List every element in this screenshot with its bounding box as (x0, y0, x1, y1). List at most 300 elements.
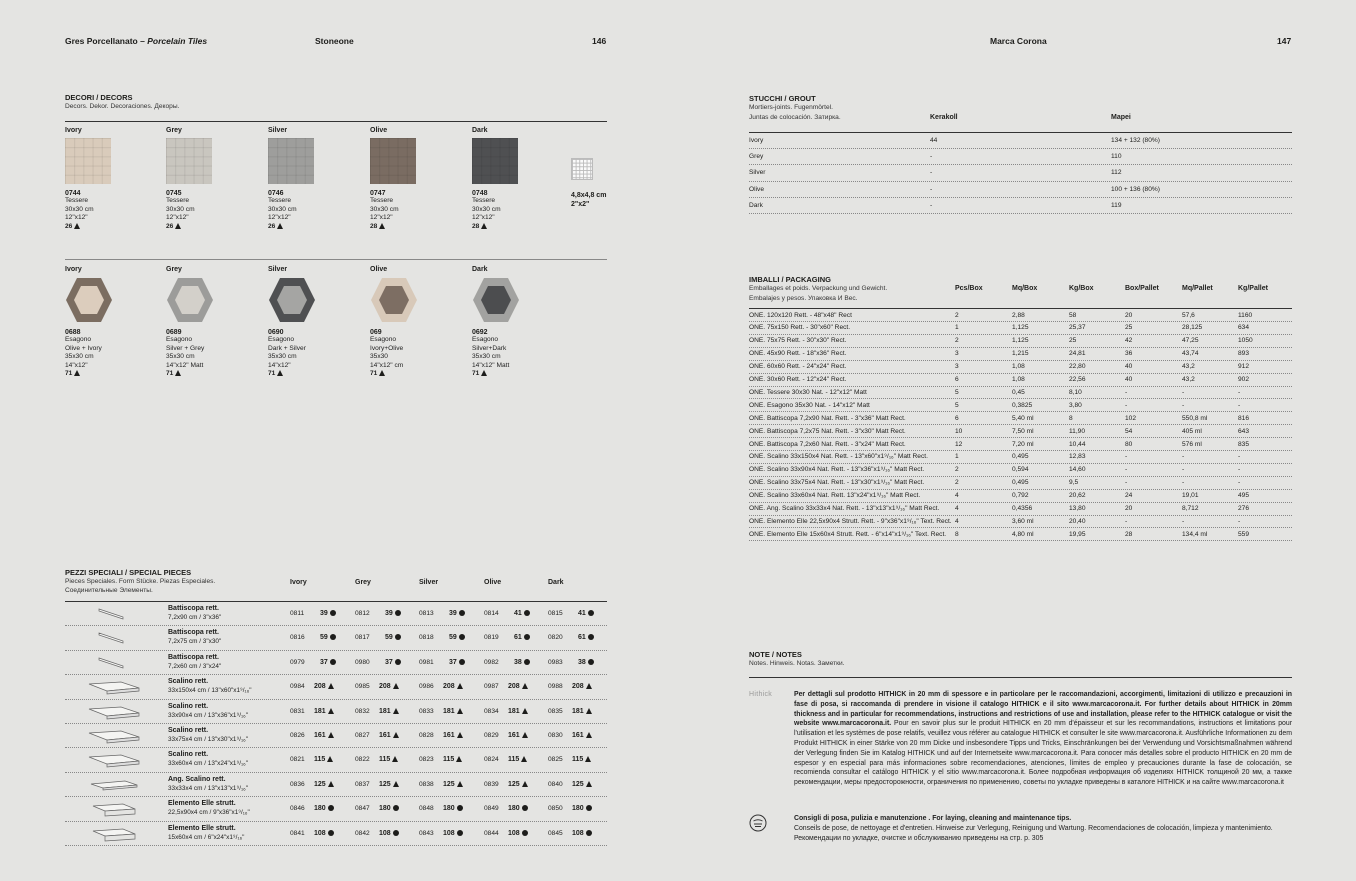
piece-name: Battiscopa rett. (168, 605, 219, 612)
packaging-value: 54 (1125, 427, 1133, 435)
dot-icon (457, 830, 463, 836)
piece-size: 7,2x90 cm / 3"x36" (168, 614, 222, 621)
table-row (749, 322, 1292, 335)
packaging-value: 5,40 ml (1012, 414, 1034, 422)
decor-spec-line: 30x30 cm (370, 205, 399, 213)
grout-mapei: 110 (1111, 153, 1122, 161)
triangle-icon (328, 781, 334, 787)
triangle-icon (586, 732, 592, 738)
decor-qty-value: 26 (166, 222, 174, 230)
piece-qty (449, 634, 465, 641)
decor-spec-line: 12"x12" (472, 214, 495, 222)
packaging-value: - (1182, 388, 1185, 396)
mosaic-size-in: 2"x2" (571, 201, 590, 208)
decor-card (268, 127, 363, 231)
grout-mapei: 112 (1111, 169, 1122, 177)
packaging-value: - (1182, 517, 1185, 525)
piece-qty (314, 805, 334, 812)
packaging-value: 0,594 (1012, 466, 1029, 474)
packaging-value: 634 (1238, 324, 1250, 332)
piece-qty-value: 59 (449, 634, 457, 642)
grout-kerakoll: - (930, 153, 933, 161)
piece-name: Ang. Scalino rett. (168, 775, 226, 783)
mosaic-grid-icon (571, 158, 593, 180)
piece-qty (508, 805, 528, 812)
triangle-icon (585, 756, 591, 762)
packaging-format: ONE. Esagono 35x30 Nat. - 14"x12" Matt (749, 401, 870, 409)
piece-name: Battiscopa rett. (168, 629, 219, 637)
packaging-value: - (1182, 401, 1185, 409)
decor-spec-line: Tessere (65, 197, 89, 204)
packaging-value: - (1182, 453, 1185, 461)
decor-code: 0688 (65, 329, 81, 336)
piece-qty-value: 161 (572, 732, 584, 739)
dot-icon (328, 805, 334, 811)
piece-code: 0841 (290, 829, 305, 837)
table-row (749, 165, 1292, 181)
packaging-value: - (1125, 479, 1128, 487)
piece-qty (443, 708, 463, 715)
decor-code: 0744 (65, 190, 81, 197)
piece-qty (314, 781, 334, 788)
packaging-value: 1,08 (1012, 376, 1025, 383)
piece-code: 0813 (419, 610, 434, 617)
decor-card (65, 127, 160, 231)
packaging-value: - (1238, 401, 1241, 409)
triangle-icon (522, 683, 528, 689)
decor-qty-value: 71 (65, 370, 73, 378)
piece-code: 0837 (355, 780, 370, 788)
dot-icon (588, 659, 594, 665)
notes-rule (749, 677, 1292, 678)
step-piece-icon (85, 704, 143, 720)
piece-qty (379, 708, 399, 715)
packaging-value: 14,60 (1069, 466, 1086, 474)
piece-qty-value: 41 (578, 610, 586, 617)
piece-qty-value: 180 (379, 805, 391, 813)
packaging-value: 1,08 (1012, 363, 1025, 371)
piece-qty-value: 108 (572, 829, 584, 837)
packaging-value: 0,4356 (1012, 505, 1033, 512)
piece-qty (379, 830, 399, 837)
packaging-value: 1 (955, 453, 959, 461)
packaging-col-header: Kg/Box (1069, 285, 1094, 292)
piece-qty (578, 659, 594, 666)
triangle-icon (175, 370, 181, 376)
packaging-value: 57,6 (1182, 311, 1195, 319)
dot-icon (457, 805, 463, 811)
table-row (749, 451, 1292, 464)
piece-qty (379, 756, 398, 763)
triangle-icon (457, 781, 463, 787)
packaging-subtitle-2: Embalajes y pesos. Упаковка И Вес. (749, 295, 858, 302)
piece-qty-value: 39 (385, 610, 393, 617)
piece-qty (443, 756, 462, 763)
packaging-value: 1,125 (1012, 337, 1029, 345)
piece-code: 0830 (548, 732, 563, 739)
piece-qty (443, 732, 463, 739)
decor-color-name: Silver (268, 266, 288, 273)
packaging-value: 7,20 ml (1012, 440, 1034, 448)
decor-code: 069 (370, 329, 382, 336)
packaging-value: 36 (1125, 350, 1133, 358)
piece-qty-value: 181 (379, 707, 391, 715)
packaging-value: 40 (1125, 363, 1133, 371)
grout-title: STUCCHI / GROUT (749, 94, 816, 103)
packaging-format: ONE. Battiscopa 7,2x75 Nat. Rett. - 3"x30" Matt Rect. (749, 427, 906, 435)
decor-spec-line: 35x30 (370, 353, 388, 361)
dot-icon (522, 830, 528, 836)
packaging-value: 550,8 ml (1182, 414, 1208, 422)
table-row (749, 515, 1292, 528)
dot-icon (395, 659, 401, 665)
piece-qty-value: 208 (443, 683, 455, 691)
piece-qty (572, 781, 592, 788)
piece-qty (514, 634, 530, 641)
packaging-value: 12,83 (1069, 453, 1086, 461)
packaging-value: 47,25 (1182, 337, 1199, 345)
piece-qty-value: 208 (572, 683, 584, 691)
decor-color-name: Dark (472, 127, 488, 134)
packaging-subtitle-1: Emballages et poids. Verpackung und Gewicht. (749, 285, 888, 292)
packaging-value: - (1238, 388, 1241, 396)
piece-qty (379, 683, 399, 690)
grout-subtitle-1: Mortiers-joints. Fugenmörtel. (749, 104, 833, 111)
piece-qty-value: 161 (508, 732, 520, 739)
piece-qty (572, 732, 592, 739)
table-row (749, 490, 1292, 503)
piece-qty-value: 125 (572, 780, 584, 788)
triangle-icon (393, 781, 399, 787)
decor-spec-line: Ivory+Olive (370, 344, 404, 352)
table-row (749, 374, 1292, 387)
grout-color: Grey (749, 153, 764, 161)
piece-qty-value: 208 (314, 683, 326, 691)
packaging-value: 2 (955, 466, 959, 474)
decor-qty (268, 223, 363, 232)
triangle-icon (456, 756, 462, 762)
notes-subtitle: Notes. Hinweis. Notas. Заметки. (749, 660, 845, 667)
triangle-icon (392, 756, 398, 762)
decor-code: 0690 (268, 329, 284, 336)
packaging-col-header: Mq/Box (1012, 285, 1038, 292)
special-col-header: Dark (548, 579, 564, 586)
packaging-value: 6 (955, 376, 959, 383)
packaging-value: 0,3825 (1012, 401, 1033, 409)
triangle-icon (328, 708, 334, 714)
piece-qty-value: 115 (572, 756, 584, 764)
tile-swatch (268, 138, 314, 184)
packaging-value: 8 (955, 530, 959, 538)
header-brand: Marca Corona (990, 36, 1047, 46)
packaging-value: 19,95 (1069, 530, 1086, 538)
packaging-value: 11,90 (1069, 427, 1086, 435)
page-number-right: 147 (1277, 36, 1292, 46)
packaging-value: 8,10 (1069, 388, 1082, 396)
piece-qty-value: 37 (385, 658, 393, 666)
step-piece-icon (85, 679, 143, 695)
decor-card (65, 266, 160, 379)
piece-code: 0819 (484, 634, 499, 642)
grout-mapei: 100 + 136 (80%) (1111, 185, 1160, 193)
packaging-value: 10,44 (1069, 440, 1086, 448)
packaging-value: 0,45 (1012, 388, 1025, 396)
triangle-icon (522, 708, 528, 714)
piece-qty (314, 732, 334, 739)
packaging-col-header: Box/Pallet (1125, 285, 1159, 292)
table-row (65, 724, 607, 748)
table-row (749, 149, 1292, 165)
mosaic-size-note (571, 191, 606, 209)
notes-title: NOTE / NOTES (749, 650, 802, 659)
decor-color-name: Ivory (65, 127, 82, 134)
piece-name: Elemento Elle strutt. (168, 824, 236, 832)
piece-qty (314, 830, 334, 837)
piece-qty-value: 181 (572, 707, 584, 715)
packaging-value: - (1238, 453, 1241, 461)
piece-qty-value: 161 (379, 732, 391, 739)
hithick-note-bold: Per dettagli sul prodotto HITHICK in 20 mm di spessore e in particolare per le raccomandazioni, accorgimenti, limitazioni di utilizzo e precauzioni in fase di posa, si raccomanda di prendere in visione il catalogo HITHICK e il sito www.marcacorona.it. For further details about HITHICK in 20mm thickness and in particular for recommendations, instructions and restrictions of use and installation, please refer to the HITHICK catalogue or visit the website www.marcacorona.it. (794, 691, 1292, 728)
packaging-value: 0,792 (1012, 492, 1029, 500)
piece-qty (572, 708, 592, 715)
table-row (65, 700, 607, 724)
packaging-value: - (1125, 466, 1128, 474)
table-row (65, 651, 607, 675)
triangle-icon (74, 223, 80, 229)
triangle-icon (457, 732, 463, 738)
piece-code: 0980 (355, 658, 370, 666)
decor-spec-line: Tessere (472, 197, 496, 204)
packaging-value: 24,81 (1069, 350, 1086, 358)
packaging-value: 20,62 (1069, 492, 1086, 500)
piece-name: Battiscopa rett. (168, 653, 219, 661)
dot-icon (586, 805, 592, 811)
packaging-value: 20 (1125, 311, 1133, 319)
decor-spec-line: 14"x12" (65, 361, 88, 369)
header-left-title: Gres Porcellanato – Porcelain Tiles (65, 36, 208, 46)
header-series: Stoneone (315, 36, 354, 46)
grout-kerakoll: - (930, 185, 933, 193)
triangle-icon (393, 683, 399, 689)
triangle-icon (522, 781, 528, 787)
triangle-icon (481, 370, 487, 376)
packaging-value: 2,88 (1012, 311, 1025, 319)
packaging-format: ONE. 30x60 Rett. - 12"x24" Rect. (749, 376, 847, 383)
triangle-icon (327, 756, 333, 762)
packaging-value: 3,80 (1069, 401, 1082, 409)
triangle-icon (74, 370, 80, 376)
grout-color: Dark (749, 201, 763, 209)
triangle-icon (481, 223, 487, 229)
decor-qty (65, 370, 160, 379)
grout-mapei: 134 + 132 (80%) (1111, 137, 1160, 144)
piece-qty (449, 610, 465, 617)
piece-code: 0988 (548, 683, 563, 691)
packaging-value: 8,712 (1182, 505, 1199, 512)
decor-qty-value: 26 (268, 222, 276, 230)
piece-name: Scalino rett. (168, 751, 209, 759)
piece-qty-value: 181 (314, 707, 326, 715)
decor-card (370, 266, 465, 379)
corner-piece-icon (85, 777, 143, 793)
piece-code: 0823 (419, 756, 434, 764)
piece-size: 33x60x4 cm / 13"x24"x1⁹/₁₆" (168, 760, 248, 768)
piece-code: 0985 (355, 683, 370, 691)
piece-code: 0812 (355, 610, 370, 617)
piece-code: 0815 (548, 610, 563, 617)
decor-qty (472, 223, 567, 232)
packaging-format: ONE. Scalino 33x150x4 Nat. Rett. - 13"x60"x1⁹/₁₆" Matt Rect. (749, 453, 928, 461)
piece-qty (443, 781, 463, 788)
packaging-format: ONE. Scalino 33x60x4 Nat. Rett. 13"x24"x1⁹/₁₆" Matt Rect. (749, 492, 921, 500)
decor-qty-value: 28 (370, 222, 378, 230)
piece-qty (578, 634, 594, 641)
piece-qty-value: 61 (578, 634, 586, 642)
piece-code: 0847 (355, 805, 370, 813)
decor-spec-line: 35x30 cm (268, 353, 297, 361)
dot-icon (328, 830, 334, 836)
decor-spec-line: Silver + Grey (166, 344, 205, 352)
care-note (794, 814, 1292, 843)
decori-subtitle: Decors. Dekor. Decoraciones. Декоры. (65, 103, 180, 110)
piece-qty (379, 805, 399, 812)
packaging-value: - (1182, 479, 1185, 487)
piece-qty (572, 830, 592, 837)
grout-kerakoll: - (930, 169, 933, 177)
packaging-value: 2 (955, 479, 959, 487)
packaging-value: 2 (955, 311, 959, 319)
table-row (65, 602, 607, 626)
packaging-value: - (1125, 517, 1128, 525)
dot-icon (588, 610, 594, 616)
table-row (749, 412, 1292, 425)
piece-qty-value: 115 (443, 756, 455, 764)
packaging-value: 9,5 (1069, 479, 1079, 487)
table-row (749, 133, 1292, 149)
piece-qty-value: 180 (508, 805, 520, 813)
decor-qty (166, 370, 261, 379)
triangle-icon (277, 370, 283, 376)
dot-icon (459, 634, 465, 640)
decor-spec-line: Silver+Dark (472, 344, 507, 352)
decor-qty-value: 71 (370, 370, 378, 378)
decor-qty-value: 28 (472, 222, 480, 230)
grout-col-mapei: Mapei (1111, 114, 1131, 121)
hexagon-swatch (65, 277, 113, 323)
packaging-value: 13,80 (1069, 505, 1086, 512)
piece-code: 0822 (355, 756, 370, 764)
special-col-header: Grey (355, 579, 371, 586)
decor-spec-line: 30x30 cm (268, 205, 297, 213)
piece-qty-value: 180 (572, 805, 584, 813)
packaging-value: 22,56 (1069, 376, 1086, 383)
packaging-value: 28,125 (1182, 324, 1203, 332)
table-row (749, 425, 1292, 438)
piece-qty-value: 125 (314, 780, 326, 788)
table-row (749, 528, 1292, 541)
decor-color-name: Ivory (65, 266, 82, 273)
piece-code: 0844 (484, 829, 499, 837)
piece-code: 0982 (484, 658, 499, 666)
packaging-title: IMBALLI / PACKAGING (749, 275, 831, 284)
packaging-value: 495 (1238, 492, 1250, 500)
table-row (65, 626, 607, 650)
piece-qty (385, 634, 401, 641)
piece-qty (320, 659, 336, 666)
packaging-value: 22,80 (1069, 363, 1086, 371)
piece-name: Scalino rett. (168, 678, 209, 686)
piece-size: 33x75x4 cm / 13"x30"x1⁹/₁₆" (168, 736, 248, 743)
decor-card (166, 266, 261, 379)
packaging-value: 1160 (1238, 311, 1253, 319)
dot-icon (522, 805, 528, 811)
dot-icon (459, 610, 465, 616)
packaging-value: 902 (1238, 376, 1250, 383)
piece-code: 0850 (548, 805, 563, 813)
decor-code: 0689 (166, 329, 182, 336)
piece-code: 0818 (419, 634, 434, 642)
table-row (749, 361, 1292, 374)
triangle-icon (175, 223, 181, 229)
step-piece-icon (85, 728, 143, 744)
packaging-value: 10 (955, 427, 963, 435)
piece-code: 0832 (355, 707, 370, 715)
packaging-value: 0,495 (1012, 453, 1029, 461)
piece-code: 0821 (290, 756, 305, 764)
table-row (749, 386, 1292, 399)
decor-qty (370, 223, 465, 232)
triangle-icon (521, 756, 527, 762)
piece-qty-value: 39 (449, 610, 457, 617)
piece-qty-value: 108 (379, 829, 391, 837)
table-row (749, 335, 1292, 348)
triangle-icon (393, 708, 399, 714)
care-note-text: Conseils de pose, de nettoyage et d'entretien. Hinweise zur Verlegung, Reinigung und Wartung. Recomendaciones de colocación, limpieza y mantenimiento. Рекомендации по укладке, очистке и обслуживанию приведены на стр. р. 305 (794, 824, 1273, 842)
packaging-format: ONE. Tessere 30x30 Nat. - 12"x12" Matt (749, 388, 867, 396)
special-col-header: Silver (419, 579, 439, 586)
packaging-value: 4 (955, 505, 959, 512)
packaging-value: 893 (1238, 350, 1250, 358)
table-row (65, 748, 607, 772)
piece-qty (508, 683, 528, 690)
decor-code: 0747 (370, 190, 386, 197)
packaging-value: 28 (1125, 530, 1133, 538)
decor-color-name: Olive (370, 266, 388, 273)
packaging-value: 25 (1069, 337, 1077, 345)
decor-spec-line: Esagono (166, 336, 193, 343)
packaging-value: 12 (955, 440, 963, 448)
packaging-format: ONE. 75x75 Rett. - 30"x30" Rect. (749, 337, 847, 345)
piece-qty (572, 805, 592, 812)
piece-code: 0983 (548, 658, 563, 666)
piece-qty (314, 708, 334, 715)
hithick-logo: Hithick (749, 691, 773, 698)
packaging-value: 3 (955, 363, 959, 371)
page-number-left: 146 (592, 36, 607, 46)
hexagon-swatch (370, 277, 418, 323)
elle-piece-icon (85, 826, 143, 842)
packaging-format: ONE. 75x150 Rett. - 30"x60" Rect. (749, 324, 851, 332)
decor-spec-line: Esagono (370, 336, 397, 343)
hexagon-swatch (166, 277, 214, 323)
piece-code: 0842 (355, 829, 370, 837)
piece-name: Scalino rett. (168, 727, 209, 734)
packaging-value: 405 ml (1182, 427, 1202, 435)
piece-qty (508, 830, 528, 837)
packaging-value: 8 (1069, 414, 1073, 422)
piece-qty-value: 38 (578, 658, 586, 666)
triangle-icon (457, 683, 463, 689)
